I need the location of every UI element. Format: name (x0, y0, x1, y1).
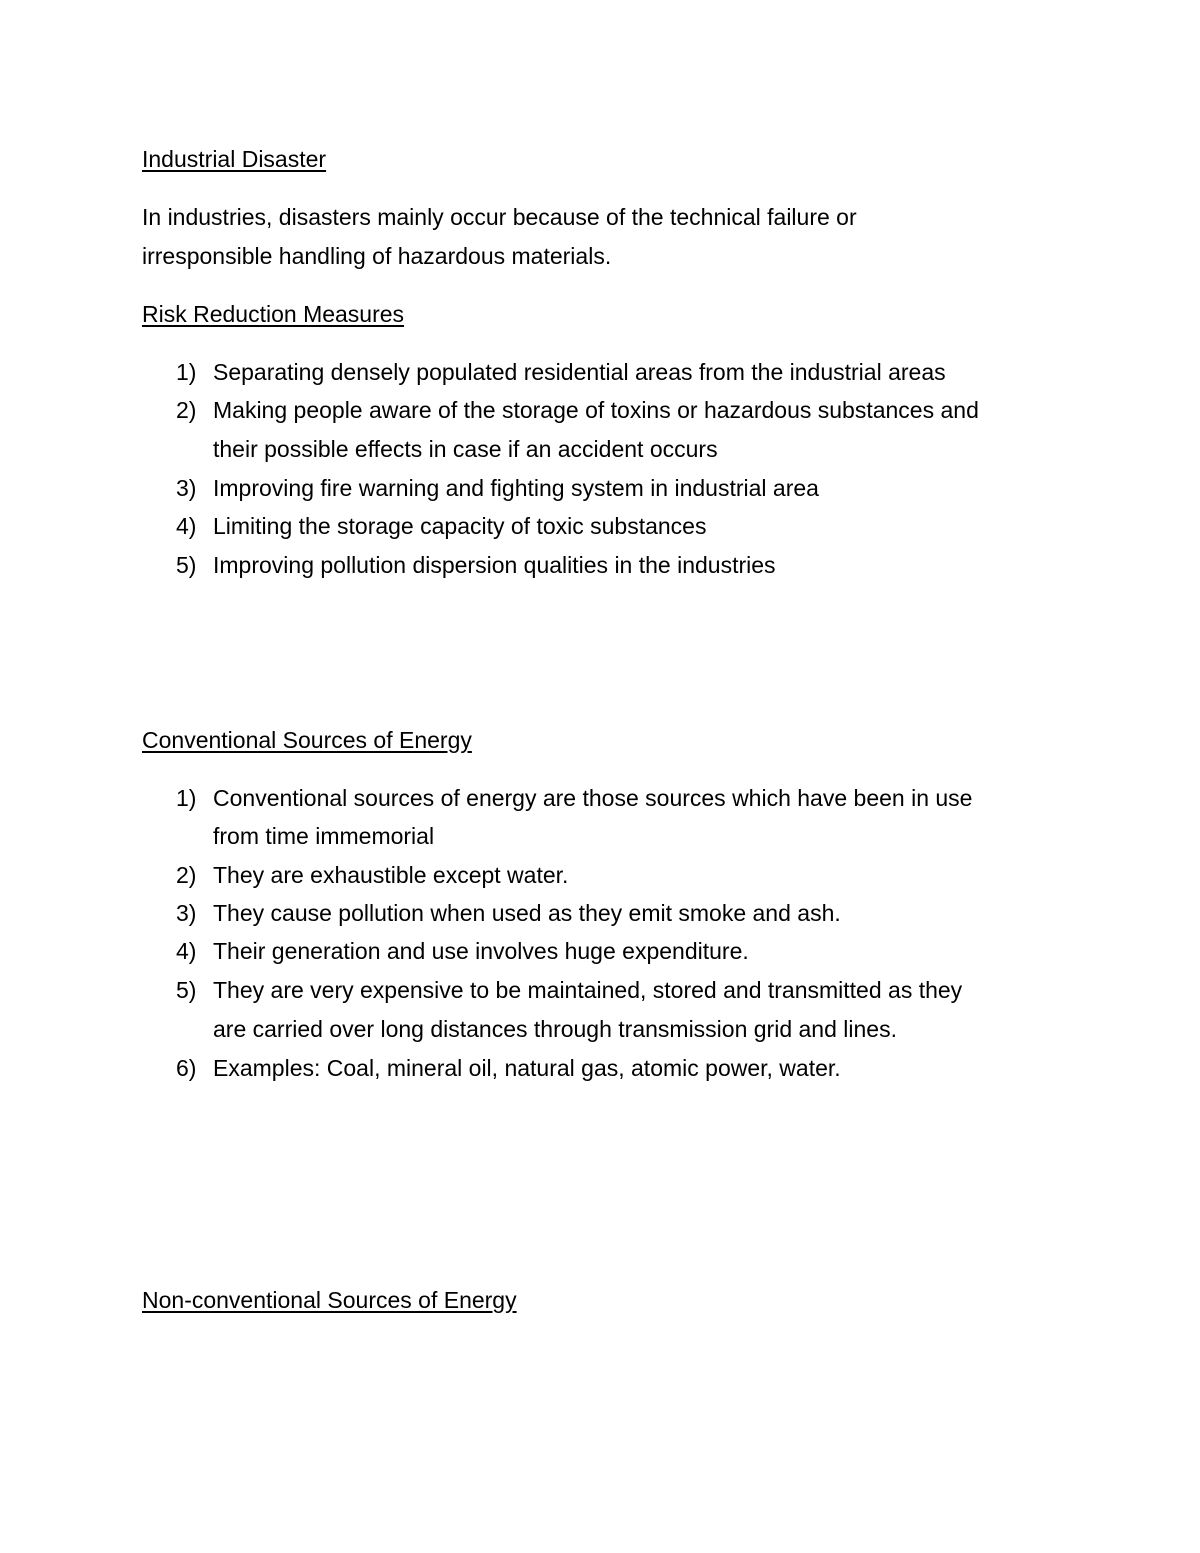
list-item-text: are carried over long distances through transmission grid and lines. (213, 1016, 897, 1042)
list-item-text: Their generation and use involves huge expenditure. (213, 938, 749, 964)
list-item-text: Making people aware of the storage of toxins or hazardous substances and (213, 397, 979, 423)
list-item-number: 2) (176, 397, 197, 423)
list-item-number: 3) (176, 475, 197, 501)
list-item-number: 4) (176, 938, 197, 964)
list-item-text: from time immemorial (213, 823, 435, 849)
list-item-text: Separating densely populated residential areas from the industrial areas (213, 359, 946, 385)
list-item-text: They are exhaustible except water. (213, 862, 569, 888)
list-item-number: 3) (176, 900, 197, 926)
nonconventional-sources-heading: Non-conventional Sources of Energy (142, 1287, 517, 1313)
conventional-sources-heading: Conventional Sources of Energy (142, 727, 472, 753)
risk-reduction-heading: Risk Reduction Measures (142, 301, 405, 327)
list-item-number: 4) (176, 513, 197, 539)
list-item-text: They are very expensive to be maintained, stored and transmitted as they (213, 977, 963, 1003)
industrial-paragraph-line-1: In industries, disasters mainly occur because of the technical failure or (142, 204, 857, 230)
list-item-number: 5) (176, 977, 197, 1003)
list-item-text: Conventional sources of energy are those sources which have been in use (213, 785, 973, 811)
list-item-text: Improving fire warning and fighting system in industrial area (213, 475, 819, 501)
list-item-number: 5) (176, 552, 197, 578)
list-item-text: Improving pollution dispersion qualities in the industries (213, 552, 776, 578)
list-item-number: 1) (176, 359, 197, 385)
list-item-text: They cause pollution when used as they emit smoke and ash. (213, 900, 841, 926)
list-item-number: 2) (176, 862, 197, 888)
list-item-text: their possible effects in case if an accident occurs (213, 436, 718, 462)
list-item-text: Limiting the storage capacity of toxic substances (213, 513, 707, 539)
industrial-disaster-heading: Industrial Disaster (142, 146, 327, 172)
list-item-text: Examples: Coal, mineral oil, natural gas, atomic power, water. (213, 1055, 841, 1081)
list-item-number: 6) (176, 1055, 197, 1081)
list-item-number: 1) (176, 785, 197, 811)
industrial-paragraph-line-2: irresponsible handling of hazardous materials. (142, 243, 612, 269)
